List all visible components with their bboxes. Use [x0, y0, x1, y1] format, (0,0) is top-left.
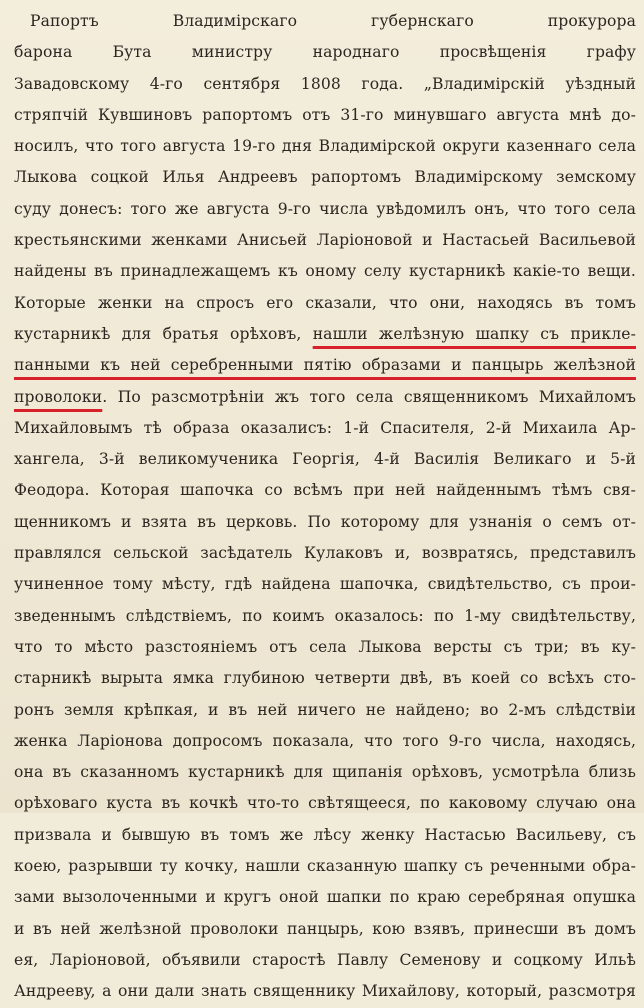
text-line: хангела, 3-й великомученика Георгія, 4-й Василія Великаго и 5-й — [14, 450, 636, 469]
text-line — [14, 350, 636, 381]
text-line: Которые женки на спросъ его сказали, что они, находясь въ томъ — [14, 293, 636, 312]
text-line: и въ ней желѣзной проволоки панцырь, кою взявъ, принесши въ домъ — [14, 919, 636, 938]
text-line: крестьянскими женками Анисьей Ларіоновой и Настасьей Васильевой — [14, 231, 636, 250]
text-line: щенникомъ и взята въ церковь. По которому для узнанія о семъ от- — [14, 512, 636, 531]
text-line: ея, Ларіоновой, объявили старостѣ Павлу Семенову и соцкому Ильѣ — [14, 950, 636, 969]
text-line: правлялся сельской засѣдатель Кулаковъ и, возвратясь, представилъ — [14, 544, 636, 563]
text-line: женка Ларіонова допросомъ показала, что того 9-го числа, находясь, — [14, 731, 636, 750]
text-line — [14, 382, 636, 413]
text-line: орѣховаго куста въ кочкѣ что-то свѣтящееся, по каковому случаю она — [14, 794, 636, 813]
underlined-passage: нашли желѣзную шапку съ прикле- — [312, 324, 636, 343]
document-text — [14, 6, 636, 1008]
text-line: Рапортъ Владимірскаго губернскаго прокурора — [30, 12, 636, 30]
text-line: барона Бута министру народнаго просвѣщенія графу — [14, 43, 636, 62]
text-line: Михайловымъ тѣ образа оказалисъ: 1-й Спасителя, 2-й Михаила Ар- — [14, 418, 636, 437]
text-line: коею, разрывши ту кочку, нашли сказанную шапку съ реченными обра- — [14, 857, 636, 876]
text-line: что то мѣсто разстояніемъ отъ села Лыкова версты съ три; въ ку- — [14, 637, 636, 656]
text-line: учиненное тому мѣсту, гдѣ найдена шапочка, свидѣтельство, съ прои- — [14, 575, 636, 594]
text-line: зведеннымъ слѣдствіемъ, по коимъ оказалось: по 1-му свидѣтельству, — [14, 606, 636, 625]
text-line: призвала и бывшую въ томъ же лѣсу женку Настасью Васильеву, съ — [14, 825, 636, 844]
text-line: суду донесъ: того же августа 9-го числа увѣдомилъ онъ, что того села — [14, 199, 636, 218]
text-segment: кустарникѣ для братья орѣховъ, — [14, 324, 313, 343]
text-line: она въ сказанномъ кустарникѣ для щипанія орѣховъ, усмотрѣла близь — [14, 763, 636, 782]
underlined-passage: проволоки — [14, 387, 103, 406]
text-line: стряпчій Кувшиновъ рапортомъ отъ 31-го минувшаго августа мнѣ до- — [14, 105, 636, 124]
underlined-passage: панными къ ней серебренными пятію образами и панцырь желѣзной — [14, 356, 636, 375]
text-line — [14, 319, 636, 350]
text-line: Андреевy, а они дали знать священнику Михайлову, который, разсмотря — [14, 982, 636, 1001]
text-line: старникѣ вырыта ямка глубиною четверти двѣ, въ коей со всѣхъ сто- — [14, 669, 636, 688]
text-line: Завадовскому 4-го сентября 1808 года. „Владимірскій уѣздный — [14, 74, 636, 93]
text-line: зами вызолоченными и кругъ оной шапки по краю серебряная опушка — [14, 888, 636, 907]
text-segment: . По разсмотрѣніи жъ того села священникомъ Михайломъ — [102, 387, 636, 406]
text-line: найдены въ принадлежащемъ къ оному селу кустарникѣ какіе-то вещи. — [14, 262, 636, 281]
text-line: Феодора. Которая шапочка со всѣмъ при ней найденнымъ тѣмъ свя- — [14, 481, 636, 500]
text-line: ронъ земля крѣпкая, и въ ней ничего не найдено; во 2-мъ слѣдствіи — [14, 700, 636, 719]
text-line: носилъ, что того августа 19-го дня Владимірской округи казеннаго села — [14, 137, 636, 156]
text-line: Лыкова соцкой Илья Андреевъ рапортомъ Владимірскому земскому — [14, 168, 636, 187]
